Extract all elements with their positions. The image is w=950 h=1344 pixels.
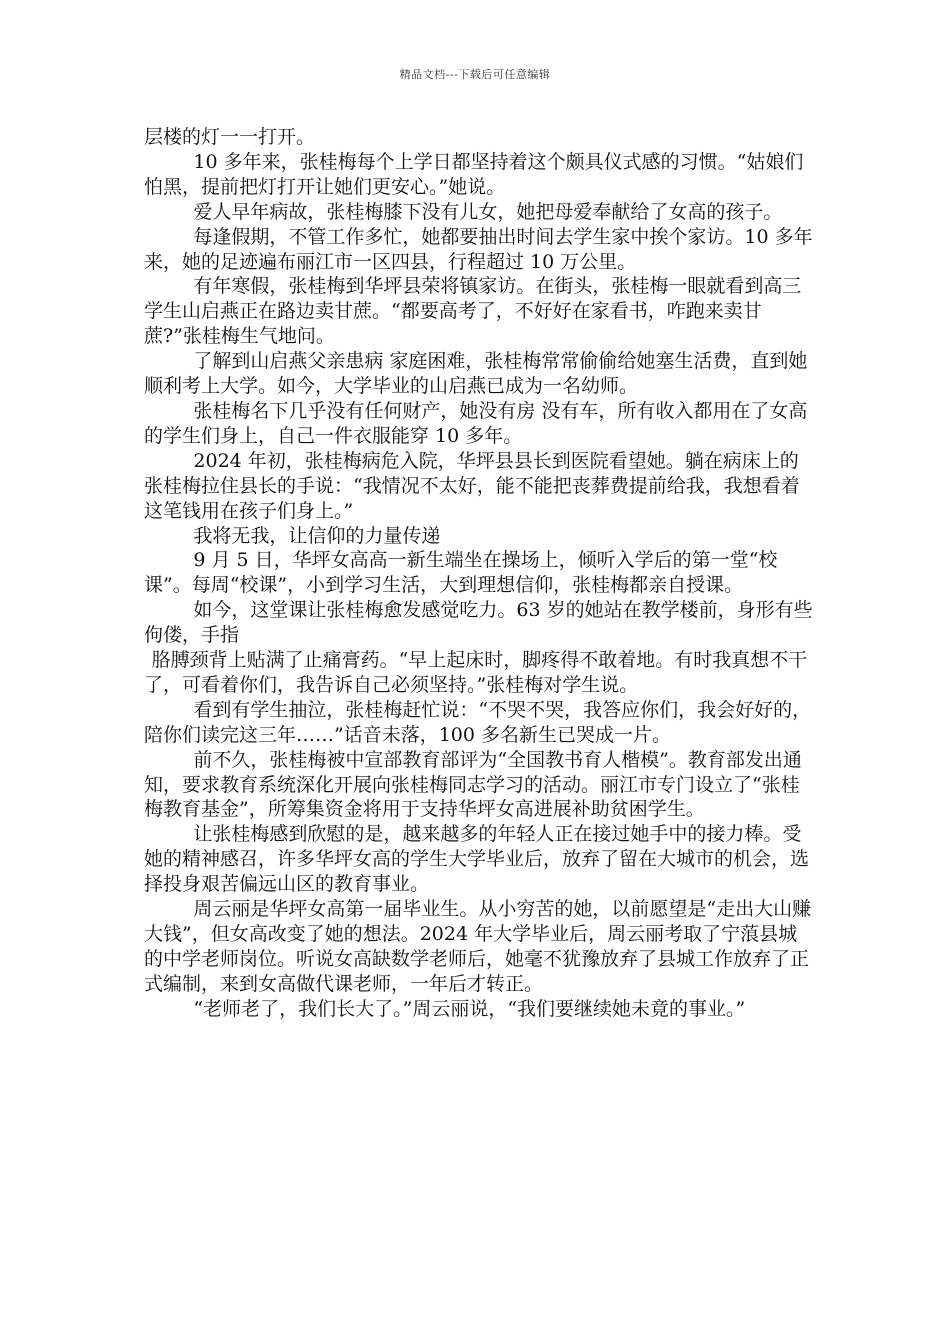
paragraph: 10 多年来，张桂梅每个上学日都坚持着这个颇具仪式感的习惯。“姑娘们怕黑，提前把灯打开让她们更安心。”她说。 [144,150,804,198]
section-heading: 我将无我，让信仰的力量传递 [193,524,441,547]
paragraph: 爱人早年病故，张桂梅膝下没有儿女，她把母爱奉献给了女高的孩子。 [193,200,783,223]
paragraph: 有年寒假，张桂梅到华坪县荣将镇家访。在街头，张桂梅一眼就看到高三学生山启燕正在路边卖甘蔗。“都要高考了，不好好在家看书，咋跑来卖甘蔗?”张桂梅生气地问。 [144,275,802,348]
paragraph: 胳膊颈背上贴满了止痛膏药。“早上起床时，脚疼得不敢着地。有时我真想不干了，可看着你们，我告诉自己必须坚持。”张桂梅对学生说。 [144,649,808,696]
paragraph: “老师老了，我们长大了。”周云丽说，“我们要继续她未竟的事业。” [193,997,746,1020]
paragraph: 让张桂梅感到欣慰的是，越来越多的年轻人正在接过她手中的接力棒。受她的精神感召，许多华坪女高的学生大学毕业后，放弃了留在大城市的机会，选择投身艰苦偏远山区的教育事业。 [144,823,810,896]
paragraph: 层楼的灯一一打开。 [144,126,316,148]
paragraph: 9 月 5 日，华坪女高高一新生端坐在操场上，倾听入学后的第一堂“校课”。每周“校课”，小到学习生活，大到理想信仰，张桂梅都亲自授课。 [144,549,778,597]
paragraph: 了解到山启燕父亲患病 家庭困难，张桂梅常常偷偷给她塞生活费，直到她顺利考上大学。如今，大学毕业的山启燕已成为一名幼师。 [144,350,808,398]
paragraph: 每逢假期，不管工作多忙，她都要抽出时间去学生家中挨个家访。10 多年来，她的足迹遍布丽江市一区四县，行程超过 10 万公里。 [144,225,813,273]
document-body [144,125,814,1022]
paragraph: 前不久，张桂梅被中宣部教育部评为“全国教书育人楷模”。教育部发出通知，要求教育系统深化开展向张桂梅同志学习的活动。丽江市专门设立了“张桂梅教育基金”，所筹集资金将用于支持华坪女高进展补助贫困学生。 [144,748,802,821]
paragraph: 如今，这堂课让张桂梅愈发感觉吃力。63 岁的她站在教学楼前，身形有些佝偻，手指 [144,599,813,647]
paragraph: 张桂梅名下几乎没有任何财产，她没有房 没有车，所有收入都用在了女高的学生们身上，自己一件衣服能穿 10 多年。 [144,399,808,447]
page-header: 精品文档---下载后可任意编辑 [399,68,551,81]
paragraph: 看到有学生抽泣，张桂梅赶忙说：“不哭不哭，我答应你们，我会好好的，陪你们读完这三年……”话音未落，100 多名新生已哭成一片。 [144,698,812,746]
paragraph: 周云丽是华坪女高第一届毕业生。从小穷苦的她，以前愿望是“走出大山赚大钱”，但女高改变了她的想法。2024 年大学毕业后，周云丽考取了宁蒗县城的中学老师岗位。听说女高缺数学老师后，她毫不犹豫放弃了县城工作放弃了正式编制，来到女高做代课老师，一年后才转正。 [144,898,812,995]
paragraph: 2024 年初，张桂梅病危入院，华坪县县长到医院看望她。躺在病床上的张桂梅拉住县长的手说：“我情况不太好，能不能把丧葬费提前给我，我想看着这笔钱用在孩子们身上。” [144,449,800,522]
